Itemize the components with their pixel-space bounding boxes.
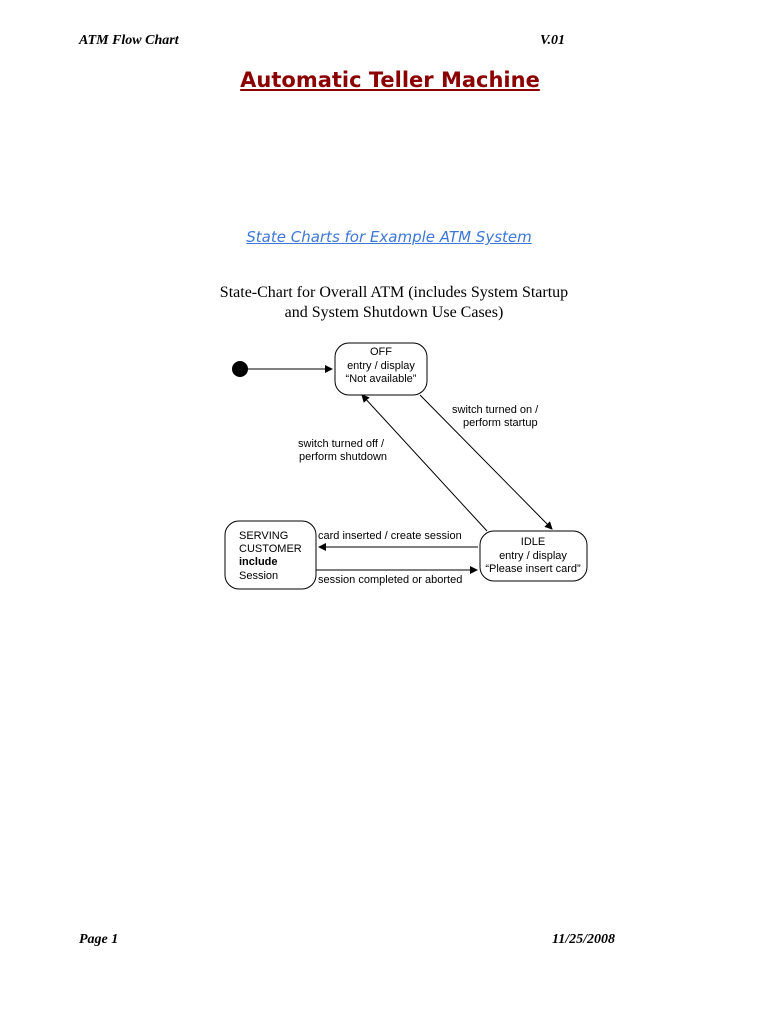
state-idle-display: “Please insert card” xyxy=(485,563,581,575)
chart-caption-line-1: State-Chart for Overall ATM (includes System Startup xyxy=(219,284,569,301)
state-idle-entry: entry / display xyxy=(499,550,567,562)
shutdown-label-line-1: switch turned off / xyxy=(298,438,385,450)
startup-label-line-2: perform startup xyxy=(463,417,538,429)
state-serving-include: include xyxy=(239,556,278,568)
state-chart-diagram xyxy=(220,335,600,600)
shutdown-label-line-2: perform shutdown xyxy=(299,451,388,463)
header-doc-name: ATM Flow Chart xyxy=(79,33,179,48)
state-idle xyxy=(480,531,587,581)
chart-caption-line-2: and System Shutdown Use Cases) xyxy=(284,304,504,321)
state-idle-name: IDLE xyxy=(520,536,546,548)
state-off-name: OFF xyxy=(370,346,392,358)
state-off xyxy=(335,343,427,395)
footer-page-number: Page 1 xyxy=(79,932,119,947)
page-title: Automatic Teller Machine xyxy=(240,68,540,92)
header-version: V.01 xyxy=(540,33,566,48)
state-serving-name-2: CUSTOMER xyxy=(239,543,302,555)
state-charts-link[interactable]: State Charts for Example ATM System xyxy=(246,228,532,246)
state-serving-session: Session xyxy=(239,570,279,582)
state-serving-name: SERVING xyxy=(239,530,289,542)
chart-caption xyxy=(0,283,768,323)
state-off-display: “Not available” xyxy=(345,373,417,385)
state-off-entry: entry / display xyxy=(347,360,415,372)
state-serving-customer xyxy=(225,521,316,589)
footer-date: 11/25/2008 xyxy=(552,932,616,947)
startup-label-line-1: switch turned on / xyxy=(452,404,539,416)
session-done-label: session completed or aborted xyxy=(318,574,463,586)
initial-state-dot xyxy=(232,361,248,377)
card-inserted-label: card inserted / create session xyxy=(318,530,462,542)
